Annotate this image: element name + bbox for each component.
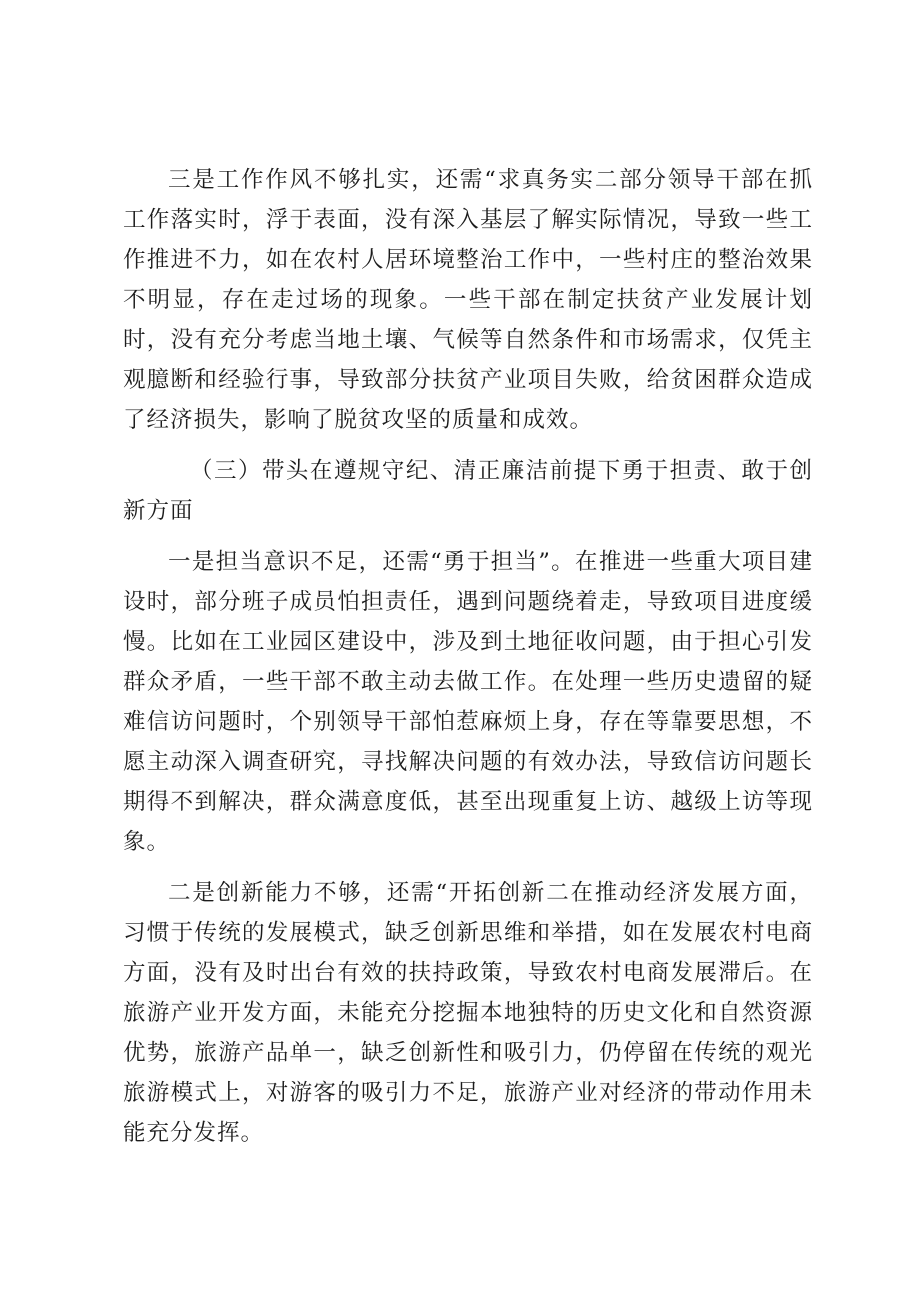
paragraph-innovation: 二是创新能力不够，还需“开拓创新二在推动经济发展方面，习惯于传统的发展模式，缺乏创新思维和举措，如在发展农村电商方面，没有及时出台有效的扶持政策，导致农村电商发展滞后。在旅游产业开发方面，未能充分挖掘本地独特的历史文化和自然资源优势，旅游产品单一，缺乏创新性和吸引力，仍停留在传统的观光旅游模式上，对游客的吸引力不足，旅游产业对经济的带动作用未能充分发挥。 — [123, 880, 813, 1146]
section-heading-3: （三）带头在遵规守纪、清正廉洁前提下勇于担责、敢于创新方面 — [123, 458, 813, 524]
document-body — [123, 160, 813, 1164]
paragraph-responsibility: 一是担当意识不足，还需“勇于担当”。在推进一些重大项目建设时，部分班子成员怕担责任，遇到问题绕着走，导致项目进度缓慢。比如在工业园区建设中，涉及到土地征收问题，由于担心引发群众矛盾，一些干部不敢主动去做工作。在处理一些历史遗留的疑难信访问题时，个别领导干部怕惹麻烦上身，存在等靠要思想，不愿主动深入调查研究，寻找解决问题的有效办法，导致信访问题长期得不到解决，群众满意度低，甚至出现重复上访、越级上访等现象。 — [123, 549, 813, 855]
paragraph-work-style: 三是工作作风不够扎实，还需“求真务实二部分领导干部在抓工作落实时，浮于表面，没有深入基层了解实际情况，导致一些工作推进不力，如在农村人居环境整治工作中，一些村庄的整治效果不明显，存在走过场的现象。一些干部在制定扶贫产业发展计划时，没有充分考虑当地土壤、气候等自然条件和市场需求，仅凭主观臆断和经验行事，导致部分扶贫产业项目失败，给贫困群众造成了经济损失，影响了脱贫攻坚的质量和成效。 — [123, 167, 813, 433]
